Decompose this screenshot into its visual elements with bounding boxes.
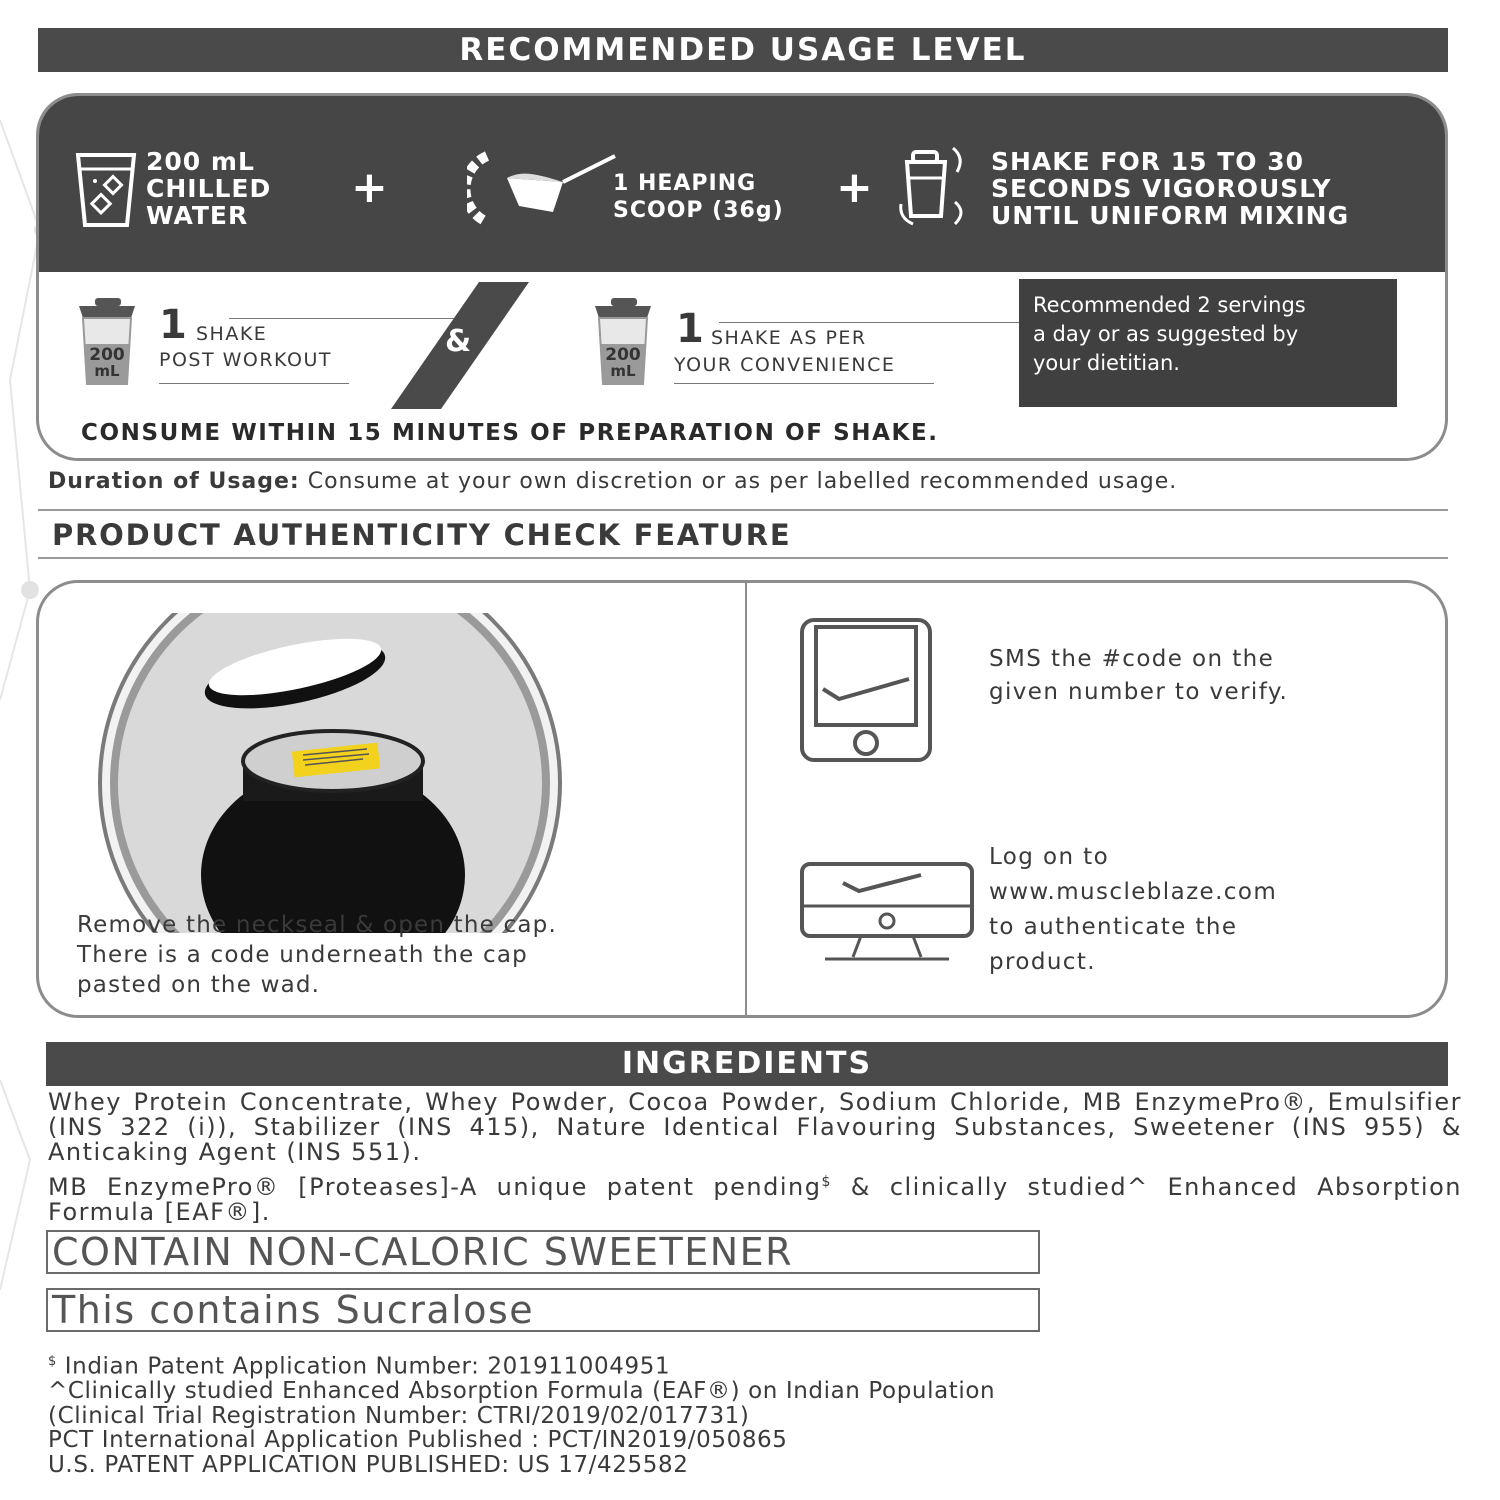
- duration-label: Duration of Usage:: [48, 469, 300, 494]
- sms-instructions: [989, 643, 1288, 709]
- us-patent-application: U.S. PATENT APPLICATION PUBLISHED: US 17/425582: [48, 1451, 689, 1478]
- patent-footnote: [48, 1350, 995, 1379]
- instruction-line: pasted on the wad.: [77, 972, 321, 998]
- section-divider: [38, 557, 1448, 559]
- pct-application: PCT International Application Published : PCT/IN2019/050865: [48, 1427, 788, 1454]
- usage-panel: [36, 93, 1448, 461]
- divider-line: [674, 383, 934, 384]
- ingredients-heading: INGREDIENTS: [46, 1042, 1448, 1086]
- instruction-line: given number to verify.: [989, 679, 1289, 705]
- recommendation-line: a day or as suggested by: [1033, 322, 1299, 346]
- enzyme-note-text: MB EnzymePro® [Proteases]-A unique patent pending: [48, 1173, 822, 1201]
- instruction-line: product.: [989, 949, 1096, 975]
- authenticity-panel: [36, 580, 1448, 1018]
- shaker-bottle-icon: [69, 296, 145, 386]
- jar-with-cap-icon: [97, 613, 567, 933]
- post-workout-count: 1: [159, 302, 187, 348]
- recommendation-box: [1019, 279, 1397, 407]
- ingredients-list: Whey Protein Concentrate, Whey Powder, Cocoa Powder, Sodium Chloride, MB EnzymePro®, Emulsifier (INS 322 (i)), Stabilizer (INS 415), Nature Identical Flavouring Substances, Sweetener (INS 955) & Anticaking Agent (INS 551).: [48, 1088, 1462, 1166]
- sweetener-warning: CONTAIN NON-CALORIC SWEETENER: [46, 1230, 1040, 1274]
- phone-check-icon: [799, 617, 935, 765]
- water-label: WATER: [146, 201, 249, 230]
- mixing-steps-panel: [39, 96, 1445, 272]
- instruction-line: SMS the #code on the: [989, 646, 1275, 672]
- panel-divider: [745, 583, 747, 1015]
- patent-number: Indian Patent Application Number: 201911004951: [56, 1353, 671, 1380]
- instruction-line: to authenticate the: [989, 914, 1238, 940]
- shake-line-3: UNTIL UNIFORM MIXING: [991, 201, 1350, 230]
- clinical-footnote: ^Clinically studied Enhanced Absorption Formula (EAF®) on Indian Population: [48, 1378, 996, 1405]
- website-instructions: [989, 840, 1277, 980]
- monitor-check-icon: [799, 861, 975, 963]
- authenticity-heading: PRODUCT AUTHENTICITY CHECK FEATURE: [52, 518, 792, 552]
- recommendation-line: your dietitian.: [1033, 351, 1180, 375]
- recommendation-line: Recommended 2 servings: [1033, 293, 1306, 317]
- sucralose-warning: This contains Sucralose: [46, 1288, 1040, 1332]
- shaker-bottle-icon: [585, 296, 661, 386]
- shake-line-2: SECONDS VIGOROUSLY: [991, 174, 1332, 203]
- scoop-amount: 1 HEAPING: [613, 171, 757, 196]
- divider-line: [719, 322, 1019, 323]
- enzyme-note-text: & clinically studied^ Enhanced Absorption Formula [EAF®].: [48, 1173, 1462, 1226]
- bottle-volume-unit: mL: [94, 362, 120, 380]
- convenience-shake-label: SHAKE AS PER: [711, 327, 867, 349]
- divider-line: [159, 383, 349, 384]
- water-step-text: [146, 148, 271, 229]
- post-workout-label: POST WORKOUT: [159, 349, 332, 371]
- convenience-label: YOUR CONVENIENCE: [674, 354, 896, 376]
- trial-registration: (Clinical Trial Registration Number: CTRI/2019/02/017731): [48, 1402, 750, 1429]
- scoop-step-text: [613, 170, 784, 224]
- usage-heading: RECOMMENDED USAGE LEVEL: [38, 28, 1448, 72]
- shake-line-1: SHAKE FOR 15 TO 30: [991, 147, 1305, 176]
- enzyme-note: [48, 1170, 1462, 1225]
- plus-sign: +: [351, 162, 388, 213]
- section-divider: [38, 509, 1448, 511]
- bottle-volume-number: 200: [89, 345, 125, 365]
- shaker-icon: [897, 142, 973, 226]
- ampersand: &: [445, 324, 472, 359]
- shake-step-text: [991, 148, 1349, 229]
- instruction-line: Remove the neckseal & open the cap.: [77, 912, 557, 938]
- water-temp: CHILLED: [146, 174, 272, 203]
- water-amount: 200 mL: [146, 147, 255, 176]
- instruction-line: Log on to: [989, 844, 1110, 870]
- patent-marker: $: [821, 1174, 832, 1190]
- website-url[interactable]: www.muscleblaze.com: [989, 879, 1278, 905]
- scoop-weight: SCOOP (36g): [613, 198, 784, 223]
- consume-note: CONSUME WITHIN 15 MINUTES OF PREPARATION OF SHAKE.: [81, 420, 939, 446]
- bottle-volume-number: 200: [605, 345, 641, 365]
- duration-text: Consume at your own discretion or as per labelled recommended usage.: [299, 469, 1178, 494]
- patent-marker: $: [48, 1354, 57, 1369]
- scoop-icon: [467, 148, 617, 228]
- convenience-count: 1: [676, 306, 704, 352]
- duration-of-usage: [48, 469, 1177, 494]
- footnotes: [48, 1350, 995, 1477]
- post-workout-shake-label: SHAKE: [196, 323, 268, 345]
- bottle-volume-unit: mL: [610, 362, 636, 380]
- instruction-line: There is a code underneath the cap: [77, 942, 528, 968]
- plus-sign: +: [836, 162, 873, 213]
- glass-of-water-icon: [75, 151, 137, 229]
- neckseal-instructions: [77, 910, 557, 1000]
